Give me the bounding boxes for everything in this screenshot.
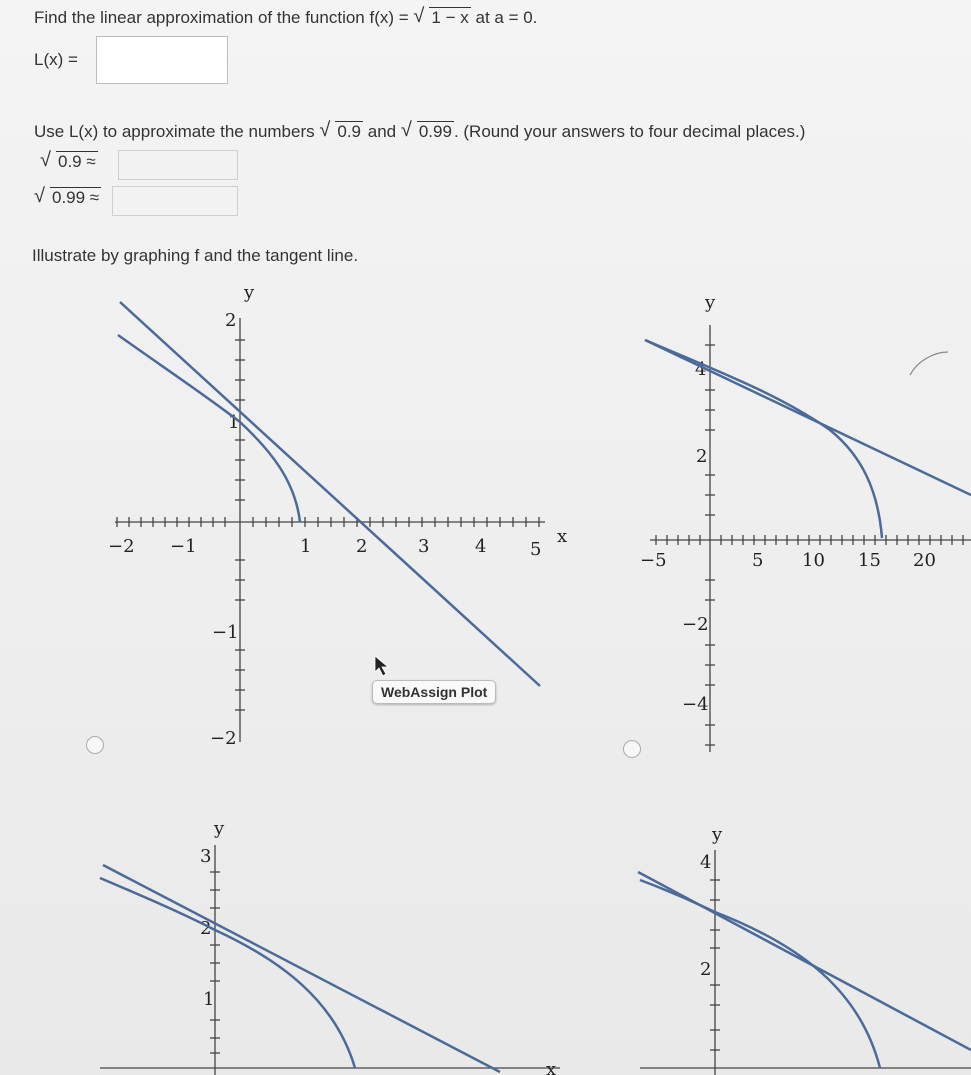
plot1-y-label: y [244,282,255,303]
line2-suffix: . (Round your answers to four decimal places.) [453,122,806,141]
plot1-x-tick: 3 [418,536,430,557]
plot1-x-tick: 5 [530,539,542,560]
plot4-y-tick: 2 [700,959,712,980]
plot1-x-tick: −1 [170,536,197,557]
plot2-y-tick: 2 [696,446,708,467]
plot3-x-label: x [546,1059,557,1075]
plot2 [650,325,971,752]
approx2-text: 0.99 ≈ [52,188,100,207]
plot2-x-tick: 10 [802,550,825,571]
illustrate-text: Illustrate by graphing f and the tangent line. [32,246,359,265]
plot2-x-tick: 20 [913,550,936,571]
plot1-x-tick: 1 [300,536,312,557]
plot3-y-tick: 1 [203,989,215,1010]
plot4-f-curve [640,880,880,1068]
plot3-y-tick: 2 [200,918,212,939]
and-word: and [367,122,397,141]
mouse-cursor-icon [375,656,388,676]
plot1 [115,318,545,742]
plot1-labels [108,282,567,749]
num1: 0.9 [337,122,361,141]
plot3-labels [200,818,556,1075]
plot3-curves [100,865,500,1072]
plot3-y-label: y [214,818,225,839]
radical-sign: √ [400,119,412,141]
approx1-text: 0.9 ≈ [58,152,96,171]
question-suffix: at a = 0. [475,8,538,27]
plot4-y-label: y [712,824,723,845]
plot1-y-tick: 1 [228,412,240,433]
plot4-tangent-line [638,872,971,1050]
radical-sign: √ [413,5,425,27]
radical-sign: √ [40,149,51,171]
plot2-x-tick: −5 [640,550,667,571]
radical-sign: √ [34,185,45,207]
plot4-curves [638,872,971,1068]
plot2-curves [645,340,971,538]
plot2-y-tick: 4 [695,359,707,380]
plot3-tangent-line [103,865,500,1072]
plot1-y-tick: 2 [225,310,237,331]
plot1-tangent-line [120,302,540,686]
webassign-plot-badge[interactable]: WebAssign Plot [372,680,496,704]
plot3-f-curve [100,878,355,1068]
lx-label: L(x) = [34,50,78,69]
plot1-y-tick: −1 [212,622,239,643]
plot1-x-label: x [557,526,568,547]
plot1-x-tick: −2 [108,536,135,557]
plot1-f-curve [118,335,300,522]
plot2-y-label: y [705,292,716,313]
plot2-y-tick: −2 [682,614,709,635]
plot2-x-tick: 15 [858,550,881,571]
num2: 0.99 [418,122,452,141]
plot2-f-curve [645,340,882,538]
plot4-y-tick: 4 [700,852,712,873]
plot2-x-tick: 5 [752,550,764,571]
plot2-tangent-line [645,340,971,495]
plot1-x-tick: 4 [475,536,487,557]
line2-prefix: Use L(x) to approximate the numbers [34,122,315,141]
plot4-labels [700,824,723,980]
radical-sign: √ [319,119,331,141]
plot3-y-tick: 3 [200,846,212,867]
plot1-y-tick: −2 [210,728,237,749]
question-prefix: Find the linear approximation of the function f(x) = [34,8,409,27]
plot3 [100,845,560,1075]
radicand: 1 − x [431,8,469,27]
plot1-x-tick: 2 [356,536,368,557]
plot1-curves [118,302,540,686]
plot2-y-tick: −4 [682,694,709,715]
stray-mark [910,352,948,375]
